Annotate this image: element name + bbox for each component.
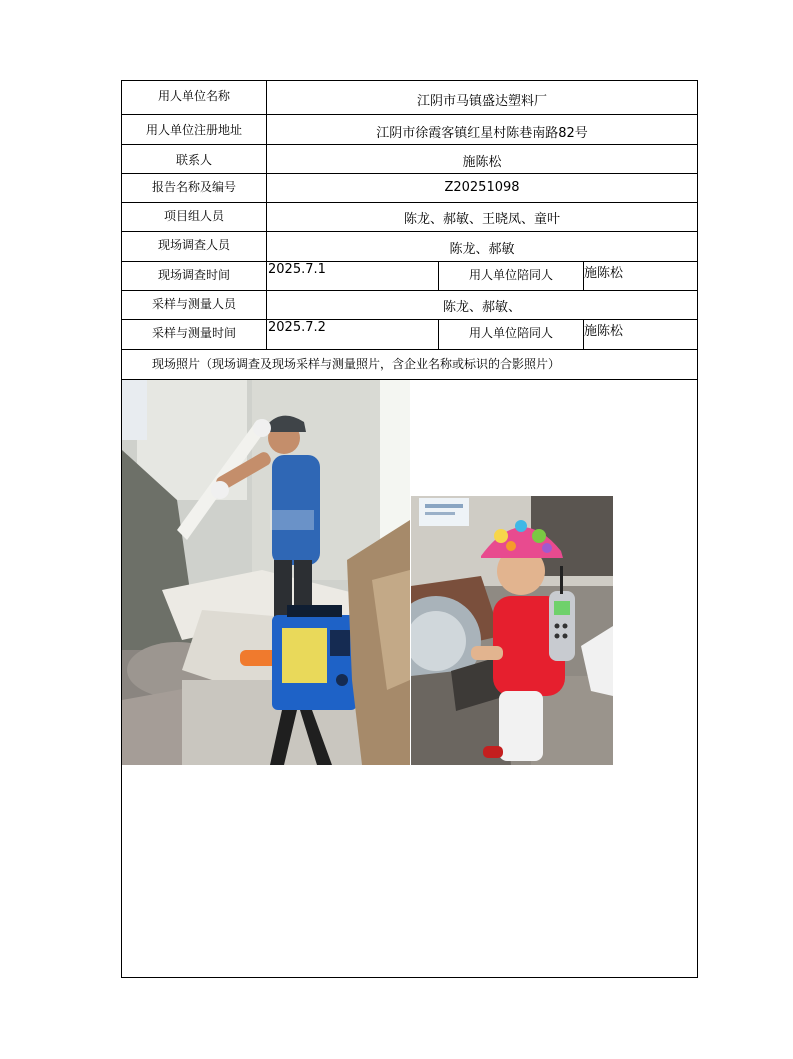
employer-name-value: 江阴市马镇盛达塑料厂 [416,94,547,109]
site-photo-worker [122,380,410,765]
team-label: 项目组人员 [122,203,267,231]
row-contact [122,145,697,174]
sampling-time-value: 2025.7.2 [267,320,439,349]
row-team [122,203,697,232]
row-address [122,115,697,145]
escort-value-1: 施陈松 [584,266,624,281]
team-value: 陈龙、郝敏、王晓凤、童叶 [403,212,560,227]
report-number: Z20251098 [444,180,520,195]
survey-staff-value: 陈龙、郝敏 [449,242,515,257]
workshop-photo-graphic [122,380,410,765]
survey-form-table [121,80,698,978]
escort-value-2: 施陈松 [584,324,624,339]
row-sampling-time [122,320,697,350]
contact-label: 联系人 [122,145,267,173]
row-employer-name [122,81,697,115]
sampling-staff-value: 陈龙、郝敏、 [442,300,521,315]
row-survey-staff [122,232,697,262]
row-photos-header [122,350,697,380]
sampling-staff-label: 采样与测量人员 [122,291,267,319]
row-report [122,174,697,203]
noise-measurement-photo-graphic [411,496,613,765]
photos-label: 现场照片（现场调查及现场采样与测量照片，含企业名称或标识的合影照片） [152,357,561,371]
survey-time-value: 2025.7.1 [267,262,439,290]
row-sampling-staff [122,291,697,320]
survey-time-label: 现场调查时间 [122,262,267,290]
contact-value: 施陈松 [462,155,502,170]
row-survey-time [122,262,697,291]
address-label: 用人单位注册地址 [122,115,267,144]
employer-name-label: 用人单位名称 [122,81,267,114]
escort-label-2: 用人单位陪同人 [439,320,584,349]
address-value: 江阴市徐霞客镇红星村陈巷南路82号 [376,126,588,141]
survey-staff-label: 现场调查人员 [122,232,267,261]
site-photo-noise-measurement [411,496,613,765]
sampling-time-label: 采样与测量时间 [122,320,267,349]
report-label: 报告名称及编号 [122,174,267,202]
escort-label-1: 用人单位陪同人 [439,262,584,290]
